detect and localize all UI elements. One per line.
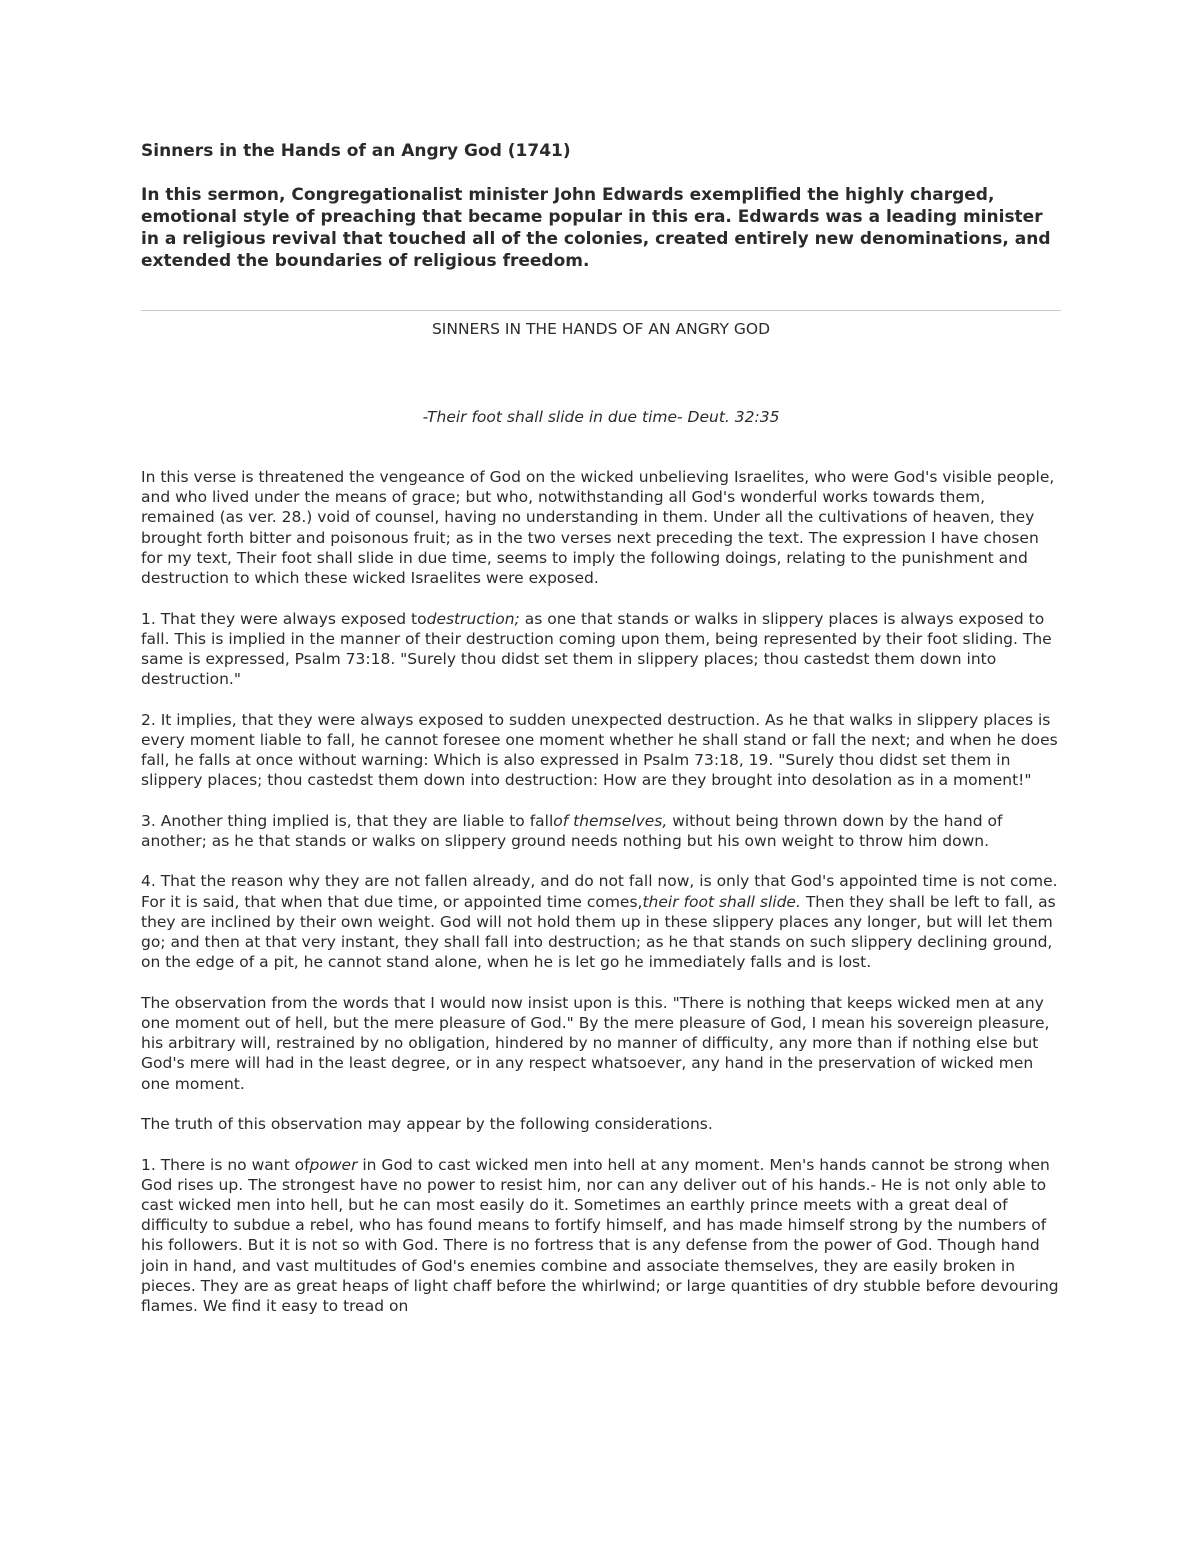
paragraph-5-emphasis: their foot shall slide. bbox=[642, 892, 801, 911]
paragraph-4-text-a: 3. Another thing implied is, that they are liable to fall bbox=[141, 811, 554, 830]
paragraph-8-text-b: in God to cast wicked men into hell at any moment. Men's hands cannot be strong when God rises up. The strongest have no power to resist him, nor can any deliver out of his hands.- He is not only able to cast wicked men into hell, but he can most easily do it. Sometimes an earthly prince meets with a great deal of difficulty to subdue a rebel, who has found means to fortify himself, and has made himself strong by the numbers of his followers. But it is not so with God. There is no fortress that is any defense from the power of God. Though hand join in hand, and vast multitudes of God's enemies combine and associate themselves, they are easily broken in pieces. They are as great heaps of light chaff before the whirlwind; or large quantities of dry stubble before devouring flames. We find it easy to tread on bbox=[141, 1155, 1059, 1315]
paragraph-5 bbox=[141, 871, 1061, 972]
intro-paragraph: In this sermon, Congregationalist minister John Edwards exemplified the highly charged, emotional style of preaching that became popular in this era. Edwards was a leading minister in a religious revival that touched all of the colonies, created entirely new denominations, and extended the boundaries of religious freedom. bbox=[141, 185, 1051, 271]
paragraph-4-emphasis: of themselves, bbox=[553, 811, 668, 830]
document-page bbox=[141, 140, 1061, 1336]
paragraph-2 bbox=[141, 609, 1061, 690]
paragraph-5-text-a: 4. That the reason why they are not fallen already, and do not fall now, is only that God's appointed time is not come. For it is said, that when that due time, or appointed time comes, bbox=[141, 872, 1058, 911]
paragraph-7: The truth of this observation may appear by the following considerations. bbox=[141, 1115, 713, 1134]
paragraph-6: The observation from the words that I would now insist upon is this. "There is nothing that keeps wicked men at any one moment out of hell, but the mere pleasure of God." By the mere pleasure of God, I mean his sovereign pleasure, his arbitrary will, restrained by no obligation, hindered by no manner of difficulty, any more than if nothing else but God's mere will had in the least degree, or in any respect whatsoever, any hand in the preservation of wicked men one moment. bbox=[141, 993, 1050, 1093]
paragraph-3: 2. It implies, that they were always exposed to sudden unexpected destruction. As he that walks in slippery places is every moment liable to fall, he cannot foresee one moment whether he shall stand or fall the next; and when he does fall, he falls at once without warning: Which is also expressed in Psalm 73:18, 19. "Surely thou didst set them in slippery places; thou castedst them down into destruction: How are they brought into desolation as in a moment!" bbox=[141, 710, 1058, 790]
paragraph-1: In this verse is threatened the vengeance of God on the wicked unbelieving Israelites, who were God's visible people, and who lived under the means of grace; but who, notwithstanding all God's wonderful works towards them, remained (as ver. 28.) void of counsel, having no understanding in them. Under all the cultivations of heaven, they brought forth bitter and poisonous fruit; as in the two verses next preceding the text. The expression I have chosen for my text, Their foot shall slide in due time, seems to imply the following doings, relating to the punishment and destruction to which these wicked Israelites were exposed. bbox=[141, 468, 1055, 588]
paragraph-8-text-a: 1. There is no want of bbox=[141, 1155, 310, 1174]
paragraph-8 bbox=[141, 1155, 1061, 1317]
paragraph-2-emphasis: destruction; bbox=[426, 609, 520, 628]
paragraph-4 bbox=[141, 811, 1061, 851]
paragraph-4-text-b: without being thrown down by the hand of another; as he that stands or walks on slippery ground needs nothing but his own weight to throw him down. bbox=[141, 811, 1003, 850]
paragraph-8-emphasis: power bbox=[309, 1155, 358, 1174]
sermon-body bbox=[141, 467, 1061, 1316]
paragraph-5-text-b: Then they shall be left to fall, as they are inclined by their own weight. God will not hold them up in these slippery places any longer, but will let them go; and then at that very instant, they shall fall into destruction; as he that stands on such slippery declining ground, on the edge of a pit, he cannot stand alone, when he is let go he immediately falls and is lost. bbox=[141, 892, 1056, 972]
sermon-heading: SINNERS IN THE HANDS OF AN ANGRY GOD bbox=[431, 320, 771, 338]
document-title: Sinners in the Hands of an Angry God (1741) bbox=[141, 141, 571, 161]
horizontal-rule bbox=[141, 310, 1061, 311]
paragraph-2-text-a: 1. That they were always exposed to bbox=[141, 609, 427, 628]
epigraph: -Their foot shall slide in due time- Deut. 32:35 bbox=[422, 408, 780, 426]
paragraph-2-text-b: as one that stands or walks in slippery places is always exposed to fall. This is implied in the manner of their destruction coming upon them, being represented by their foot sliding. The same is expressed, Psalm 73:18. "Surely thou didst set them in slippery places; thou castedst them down into destruction." bbox=[141, 609, 1052, 689]
